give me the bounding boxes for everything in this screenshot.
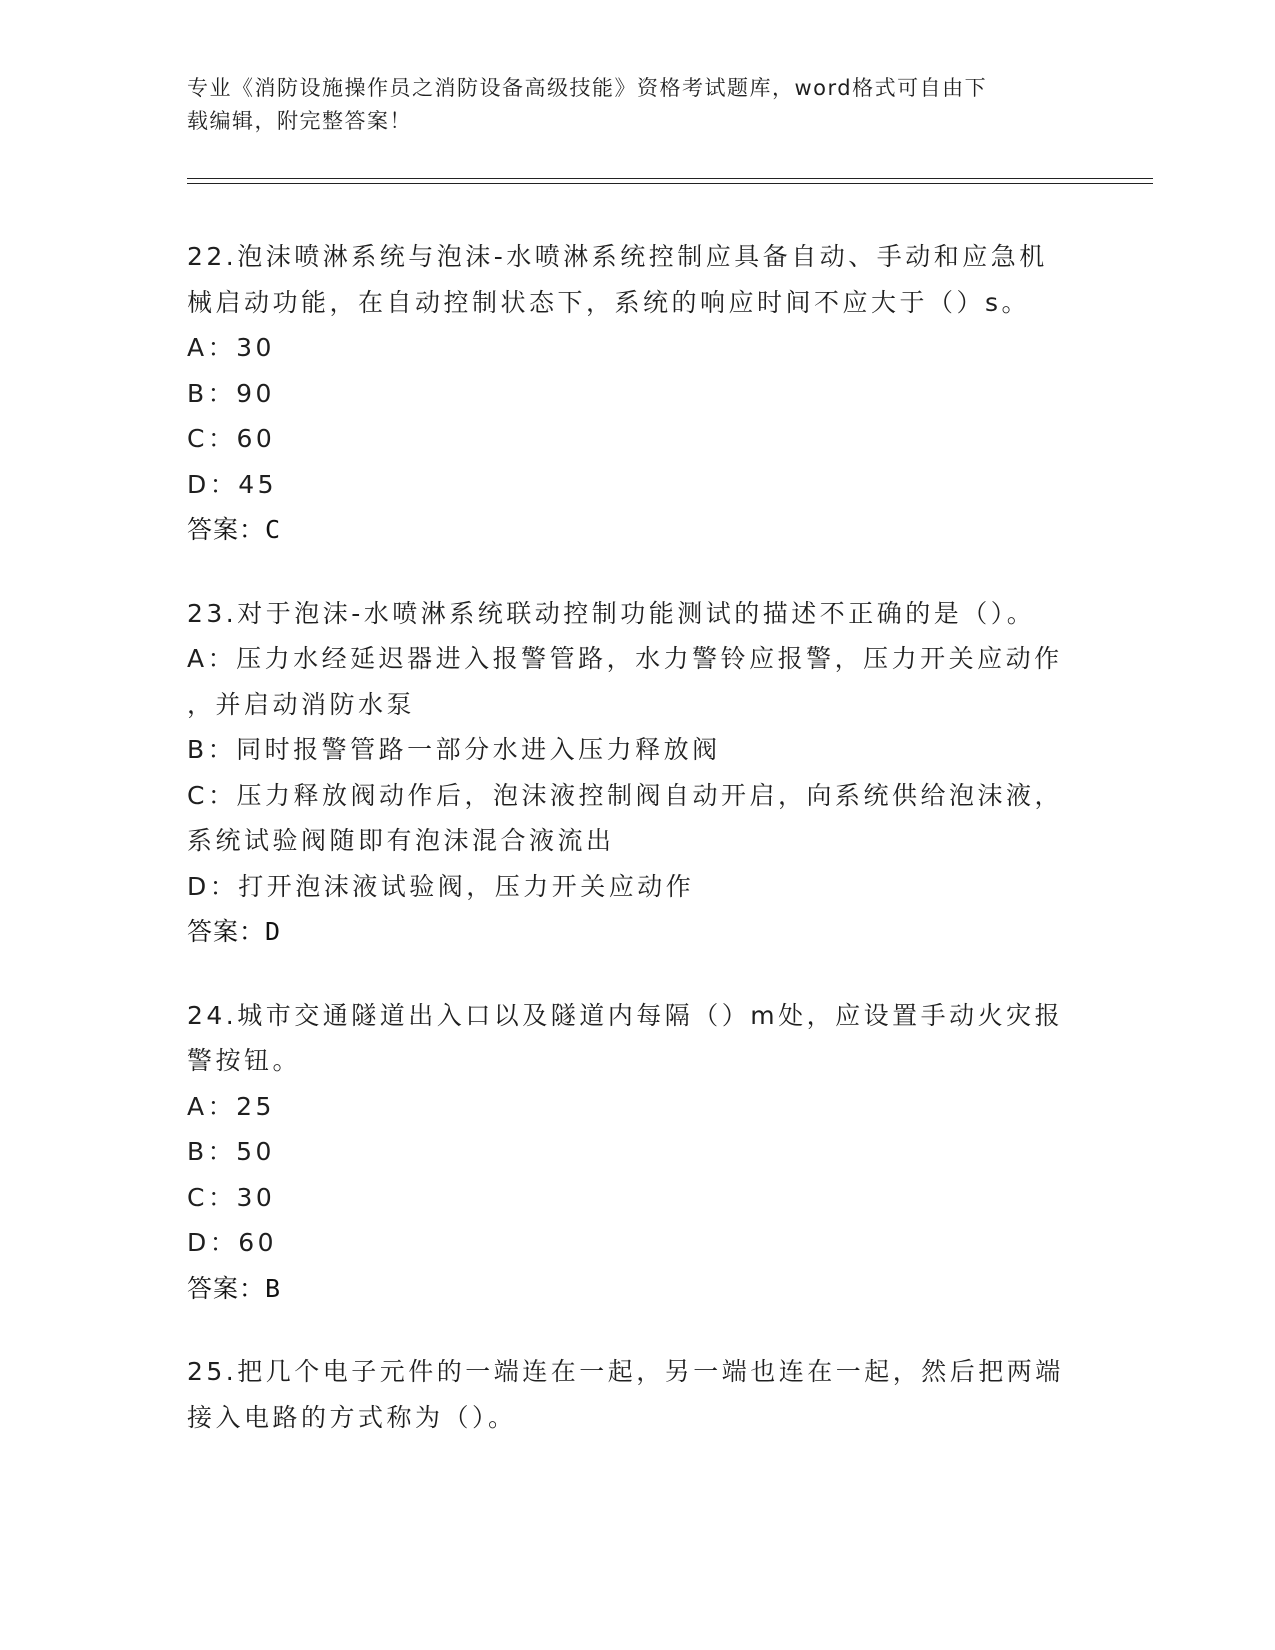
option-b: B：50 <box>187 1137 275 1166</box>
option-a: A：30 <box>187 333 275 362</box>
option-a: A：25 <box>187 1091 275 1121</box>
header-divider-top <box>187 178 1153 179</box>
question-stem-line: 25.把几个电子元件的一端连在一起，另一端也连在一起，然后把两端 <box>187 1357 1064 1386</box>
answer-line: 答案：D <box>187 917 282 946</box>
question-24 <box>187 993 1087 1312</box>
question-stem-line: 械启动功能，在自动控制状态下，系统的响应时间不应大于（）s。 <box>187 287 1031 317</box>
option-c: C：30 <box>187 1182 276 1212</box>
answer-line: 答案：C <box>187 515 282 544</box>
header-line-1: 专业《消防设施操作员之消防设备高级技能》资格考试题库，word格式可自由下 <box>187 76 988 100</box>
option-a: A：压力水经延迟器进入报警管路，水力警铃应报警，压力开关应动作 <box>187 644 1063 673</box>
option-d: D：打开泡沫液试验阀，压力开关应动作 <box>187 871 695 901</box>
option-a-continued: ，并启动消防水泵 <box>187 689 416 719</box>
question-23 <box>187 591 1087 955</box>
question-25 <box>187 1349 1087 1440</box>
option-c: C：60 <box>187 424 276 453</box>
header-line-2: 载编辑，附完整答案！ <box>187 109 412 133</box>
question-22 <box>187 234 1087 553</box>
option-d: D：45 <box>187 469 278 499</box>
option-b: B：90 <box>187 378 275 408</box>
document-header <box>187 72 1087 138</box>
question-stem-line: 24.城市交通隧道出入口以及隧道内每隔（）m处，应设置手动火灾报 <box>187 1000 1064 1030</box>
question-stem-line: 23.对于泡沫-水喷淋系统联动控制功能测试的描述不正确的是（）。 <box>187 598 1036 628</box>
question-stem-line: 22.泡沫喷淋系统与泡沫-水喷淋系统控制应具备自动、手动和应急机 <box>187 242 1048 271</box>
option-c-continued: 系统试验阀随即有泡沫混合液流出 <box>187 826 615 855</box>
option-b: B：同时报警管路一部分水进入压力释放阀 <box>187 735 721 764</box>
question-stem-line: 接入电路的方式称为（）。 <box>187 1402 517 1432</box>
header-divider-bottom <box>187 183 1153 184</box>
option-c: C：压力释放阀动作后，泡沫液控制阀自动开启，向系统供给泡沫液， <box>187 780 1063 810</box>
question-stem-line: 警按钮。 <box>187 1046 302 1075</box>
option-d: D：60 <box>187 1228 278 1257</box>
question-list <box>187 234 1087 1478</box>
answer-line: 答案：B <box>187 1273 282 1303</box>
